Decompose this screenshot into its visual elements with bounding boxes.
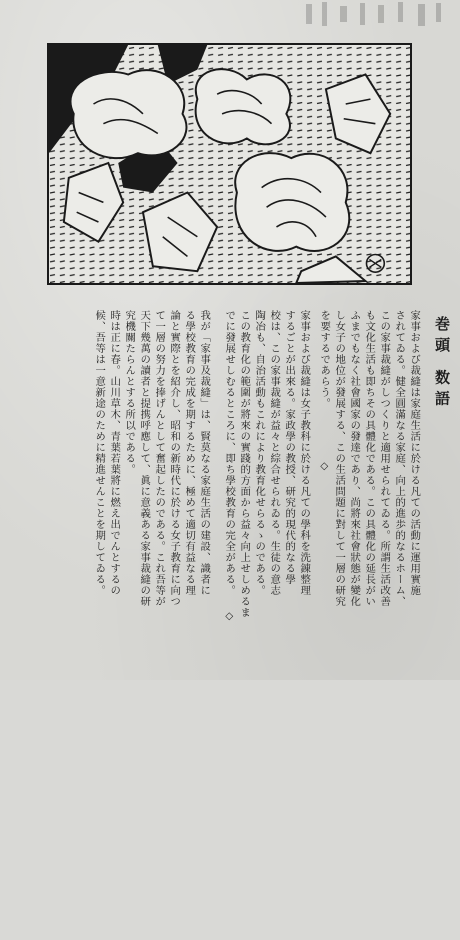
- text-column: するごとが出來る。家政學の教授、研究的現代的なる學: [283, 310, 296, 585]
- text-column: を要するであらう。: [318, 310, 331, 409]
- print-through-marks: [300, 0, 450, 30]
- preface-text-block: [36, 310, 451, 670]
- text-column: されてゐる。健全圓滿なる家庭、向上的進歩的なるホーム、: [393, 310, 406, 607]
- text-column: 家事および裁縫は家庭生活に於ける凡ての活動に運用實施: [408, 310, 421, 596]
- text-column: 時は正に春。山川草木、青葉若葉將に燃え出でんとするの: [108, 310, 121, 596]
- text-column: でに發展せしむるところに、即ち學校教育の完全がある。: [223, 310, 236, 596]
- text-column: ふまでもなく社會國家の發達であり、尚將來社會狀態が變化: [348, 310, 361, 607]
- text-column: 家事および裁縫は女子教科に於ける凡ての學科を洗錬整理: [298, 310, 311, 596]
- text-column: し女子の地位が發展する、この生活問題に對して一層の研究: [333, 310, 346, 607]
- text-column: て一層の努力を捧げんとして奮起したのである。これ吾等が: [153, 310, 166, 607]
- peony-woodcut-image: [49, 45, 410, 283]
- page-title: 巻頭 数語: [433, 316, 451, 412]
- text-column: 論と實際とを紹介し、昭和の新時代に於ける女子教育に向つ: [168, 310, 181, 607]
- text-column: 陶冶も、自治活動もこれにより教育化せらるゝのである。: [253, 310, 266, 596]
- section-mark: ◇: [318, 460, 331, 473]
- text-column: この教育化の範圍が將來の實踐的方面から益々向上せしめるま: [238, 310, 251, 618]
- text-column: 候、吾等は一意新途のために精進せんことを期してゐる。: [93, 310, 106, 596]
- text-column: この家事裁縫がしつくりと適用せられてゐる。所謂生活改善: [378, 310, 391, 607]
- text-column: 我が「家事及裁縫」は、賢莫なる家庭生活の建設、識者に: [198, 310, 211, 596]
- text-column: る學校教育の完成を期するために、極めて適切有益なる理: [183, 310, 196, 596]
- peony-illustration: [47, 43, 412, 285]
- text-column: 校は、この家事裁縫が益々と綜合せられゐる。生徒の意志: [268, 310, 281, 596]
- section-mark: ◇: [223, 610, 236, 623]
- text-column: 究機關たらんとする所以である。: [123, 310, 136, 475]
- text-column: も文化生活も即ちその具體化である。この具體化の延長がい: [363, 310, 376, 607]
- text-column: 天下幾萬の讀者と提携呼應して、眞に意義ある家事裁縫の研: [138, 310, 151, 607]
